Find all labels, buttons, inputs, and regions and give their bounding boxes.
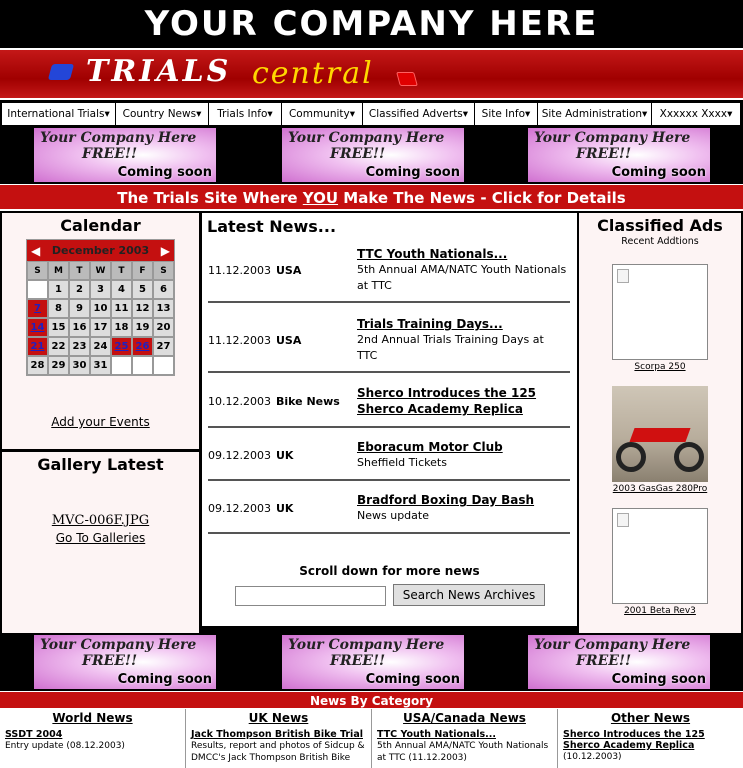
classified-image[interactable] bbox=[612, 508, 708, 604]
calendar-day[interactable]: 11 bbox=[111, 299, 132, 318]
news-item: 11.12.2003 USA Trials Training Days... 2nd Annual Trials Training Days at TTC bbox=[202, 313, 572, 367]
calendar-day[interactable]: 27 bbox=[153, 337, 174, 356]
classified-subtitle: Recent Addtions bbox=[621, 236, 699, 247]
logo-trials-text: TRIALS bbox=[86, 54, 232, 89]
category-headline-link[interactable]: SSDT 2004 bbox=[5, 729, 63, 740]
category-usa-canada: USA/Canada News TTC Youth Nationals... 5th Annual AMA/NATC Youth Nationals at TTC (11.12.2003) bbox=[372, 709, 558, 768]
ad-banner[interactable]: Your Company Here FREE!! Coming soon bbox=[282, 128, 464, 182]
news-by-category-bar: News By Category bbox=[0, 691, 743, 709]
broken-image-icon bbox=[617, 513, 629, 527]
gallery-title: Gallery Latest bbox=[37, 455, 164, 474]
calendar-day[interactable]: 8 bbox=[48, 299, 69, 318]
calendar-day[interactable]: 5 bbox=[132, 280, 153, 299]
main-menu bbox=[1, 102, 741, 126]
calendar-day[interactable]: 18 bbox=[111, 318, 132, 337]
menu-country-news[interactable]: Country News▾ bbox=[116, 103, 209, 125]
calendar-day[interactable]: 19 bbox=[132, 318, 153, 337]
news-headline-link[interactable]: TTC Youth Nationals... bbox=[357, 247, 508, 261]
news-item: 09.12.2003 UK Bradford Boxing Day Bash News update bbox=[202, 489, 572, 527]
latest-news-panel bbox=[202, 213, 577, 626]
broken-image-icon bbox=[617, 269, 629, 283]
calendar-day[interactable]: 10 bbox=[90, 299, 111, 318]
category-other: Other News Sherco Introduces the 125 Sherco Academy Replica (10.12.2003) bbox=[558, 709, 743, 768]
category-headline-link[interactable]: Sherco Introduces the 125 Sherco Academy Replica bbox=[563, 729, 705, 751]
ad-banner-row-bottom bbox=[0, 635, 743, 689]
news-headline-link[interactable]: Trials Training Days... bbox=[357, 317, 503, 331]
calendar-day[interactable]: 3 bbox=[90, 280, 111, 299]
company-header: YOUR COMPANY HERE bbox=[0, 0, 743, 48]
news-headline-link[interactable]: Eboracum Motor Club bbox=[357, 440, 503, 454]
classified-image[interactable] bbox=[612, 264, 708, 360]
classified-bike-photo[interactable] bbox=[612, 386, 708, 482]
menu-international-trials[interactable]: International Trials▾ bbox=[2, 103, 116, 125]
ad-banner[interactable]: Your Company Here FREE!! Coming soon bbox=[528, 128, 710, 182]
calendar-day[interactable]: 24 bbox=[90, 337, 111, 356]
calendar-day[interactable]: 17 bbox=[90, 318, 111, 337]
tagline-banner[interactable]: The Trials Site Where YOU Make The News - Click for Details bbox=[0, 184, 743, 211]
category-world: World News SSDT 2004 Entry update (08.12.2003) bbox=[0, 709, 186, 768]
calendar-grid: S M T W T F S 1 2 3 4 5 6 7 8 9 10 11 12 13 14 15 16 17 18 19 20 21 22 23 24 25 26 27 28 29 30 31 bbox=[27, 261, 174, 375]
scroll-message: Scroll down for more news bbox=[299, 564, 480, 578]
calendar-day[interactable]: 25 bbox=[111, 337, 132, 356]
classified-item-link[interactable]: 2003 GasGas 280Pro bbox=[612, 484, 708, 494]
menu-site-administration[interactable]: Site Administration▾ bbox=[538, 103, 652, 125]
calendar-day[interactable]: 23 bbox=[69, 337, 90, 356]
calendar-day[interactable]: 26 bbox=[132, 337, 153, 356]
news-search-input[interactable] bbox=[235, 586, 386, 606]
red-flag-icon bbox=[396, 72, 418, 86]
calendar-day[interactable]: 4 bbox=[111, 280, 132, 299]
calendar-month: December 2003 bbox=[51, 244, 150, 257]
add-events-link[interactable]: Add your Events bbox=[51, 415, 150, 429]
news-item: 11.12.2003 USA TTC Youth Nationals... 5th Annual AMA/NATC Youth Nationals at TTC bbox=[208, 247, 567, 292]
logo-central-text: central bbox=[252, 56, 374, 91]
calendar-day[interactable]: 15 bbox=[48, 318, 69, 337]
calendar-day[interactable]: 30 bbox=[69, 356, 90, 375]
calendar-day[interactable]: 7 bbox=[27, 299, 48, 318]
calendar-day[interactable]: 29 bbox=[48, 356, 69, 375]
calendar-day[interactable]: 13 bbox=[153, 299, 174, 318]
calendar-day[interactable]: 20 bbox=[153, 318, 174, 337]
ad-banner[interactable]: Your Company Here FREE!! Coming soon bbox=[34, 635, 216, 689]
classified-ads-panel bbox=[579, 213, 741, 633]
left-sidebar bbox=[2, 213, 199, 633]
calendar-day[interactable]: 16 bbox=[69, 318, 90, 337]
menu-community[interactable]: Community▾ bbox=[282, 103, 363, 125]
news-categories bbox=[0, 709, 743, 768]
menu-extra[interactable]: Xxxxxx Xxxx▾ bbox=[659, 108, 733, 120]
news-headline-link[interactable]: Sherco Introduces the 125 Sherco Academy Replica bbox=[357, 386, 537, 416]
next-month-icon[interactable]: ▶ bbox=[160, 243, 170, 258]
ad-banner[interactable]: Your Company Here FREE!! Coming soon bbox=[528, 635, 710, 689]
category-title[interactable]: UK News bbox=[248, 711, 309, 725]
menu-site-info[interactable]: Site Info▾ bbox=[475, 103, 538, 125]
ad-banner-row-top bbox=[0, 128, 743, 182]
calendar-day[interactable]: 2 bbox=[69, 280, 90, 299]
classified-title: Classified Ads bbox=[597, 216, 723, 235]
category-title[interactable]: World News bbox=[52, 711, 133, 725]
calendar-day[interactable]: 14 bbox=[27, 318, 48, 337]
calendar-day[interactable]: 21 bbox=[27, 337, 48, 356]
calendar-day[interactable]: 1 bbox=[48, 280, 69, 299]
news-headline-link[interactable]: Bradford Boxing Day Bash bbox=[357, 493, 535, 507]
category-title[interactable]: USA/Canada News bbox=[403, 711, 526, 725]
divider bbox=[2, 449, 199, 452]
calendar-title: Calendar bbox=[60, 216, 141, 235]
calendar-day[interactable]: 6 bbox=[153, 280, 174, 299]
trials-central-logo[interactable] bbox=[0, 48, 743, 100]
gallery-file-link[interactable]: MVC-006F.JPG bbox=[51, 513, 150, 528]
category-title[interactable]: Other News bbox=[610, 711, 691, 725]
search-news-archives-button[interactable]: Search News Archives bbox=[393, 584, 545, 606]
prev-month-icon[interactable]: ◀ bbox=[31, 243, 41, 258]
classified-item-link[interactable]: 2001 Beta Rev3 bbox=[624, 606, 696, 616]
news-item: 09.12.2003 UK Eboracum Motor Club Sheffield Tickets bbox=[202, 436, 572, 474]
ad-banner[interactable]: Your Company Here FREE!! Coming soon bbox=[34, 128, 216, 182]
calendar-day[interactable]: 22 bbox=[48, 337, 69, 356]
news-item: 10.12.2003 Bike News Sherco Introduces the 125 Sherco Academy Replica bbox=[202, 381, 572, 421]
blue-flag-icon bbox=[48, 64, 74, 80]
category-headline-link[interactable]: Jack Thompson British Bike Trial bbox=[191, 729, 363, 740]
ad-banner[interactable]: Your Company Here FREE!! Coming soon bbox=[282, 635, 464, 689]
calendar-widget bbox=[26, 239, 175, 376]
news-title: Latest News... bbox=[207, 217, 337, 236]
menu-classified-adverts[interactable]: Classified Adverts▾ bbox=[363, 103, 475, 125]
menu-trials-info[interactable]: Trials Info▾ bbox=[209, 103, 282, 125]
calendar-day[interactable]: 12 bbox=[132, 299, 153, 318]
category-uk: UK News Jack Thompson British Bike Trial Results, report and photos of Sidcup & DMCC's Jack Thompson British Bike bbox=[186, 709, 372, 768]
classified-item-link[interactable]: Scorpa 250 bbox=[634, 362, 686, 372]
category-headline-link[interactable]: TTC Youth Nationals... bbox=[377, 729, 496, 740]
calendar-day[interactable]: 28 bbox=[27, 356, 48, 375]
go-to-galleries-link[interactable]: Go To Galleries bbox=[55, 531, 146, 545]
calendar-day[interactable]: 9 bbox=[69, 299, 90, 318]
calendar-day[interactable]: 31 bbox=[90, 356, 111, 375]
